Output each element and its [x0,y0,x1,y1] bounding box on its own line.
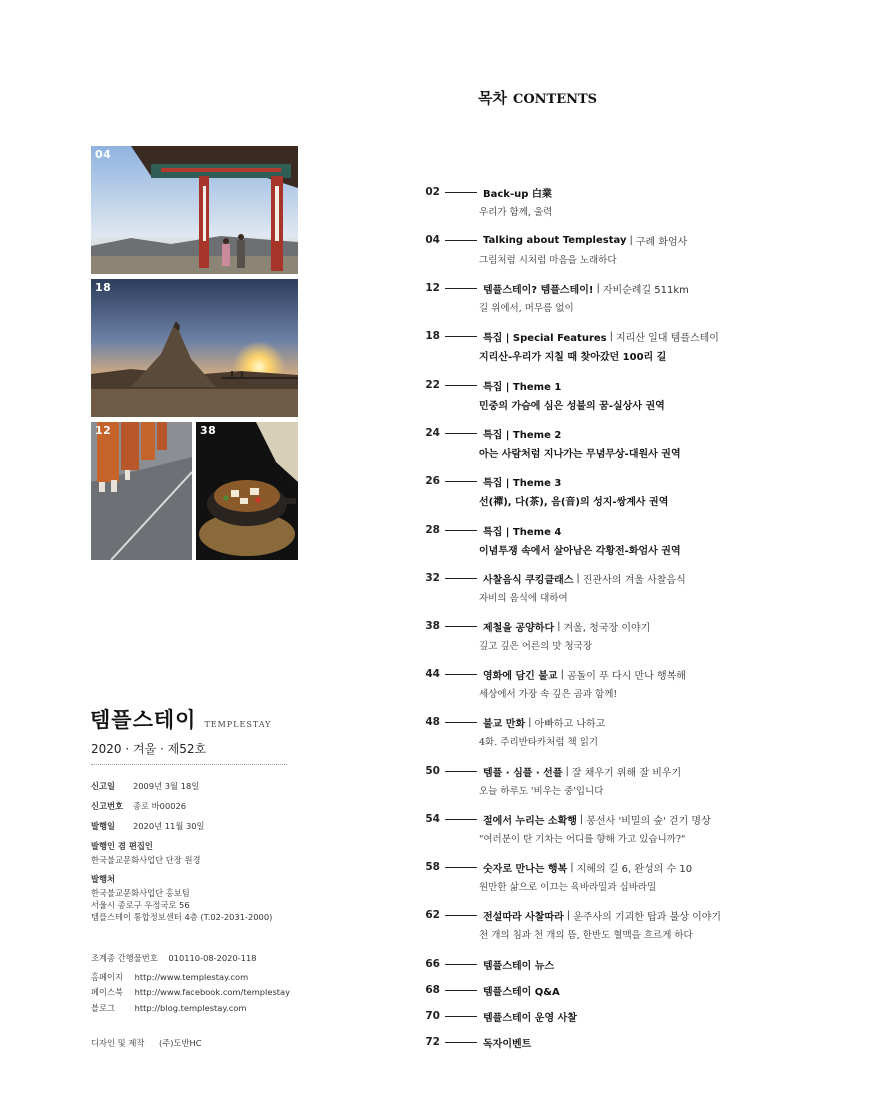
toc-item[interactable] [420,523,860,557]
toc-title: 특집 | Theme 2 [483,429,562,441]
toc-item-header [420,233,860,247]
toc-item-header [420,185,860,199]
magazine-title-ko: 템플스테이 [90,708,197,732]
toc-title: Back-up 白業 [483,188,552,200]
toc-subtitle: 우리가 함께, 울력 [479,207,553,218]
toc-detail: 아빠하고 나하고 [534,718,606,730]
toc-leader-line [445,481,477,482]
info-value: 서울시 종로구 우정국로 56 [91,900,190,911]
toc-detail: 진관사의 겨울 사찰음식 [582,574,686,586]
toc-separator: | [596,282,600,294]
photo-page-number: 12 [95,424,112,437]
toc-leader-line [445,1042,477,1043]
toc-item[interactable] [420,426,860,460]
toc-page-number: 18 [425,330,440,342]
toc-title: 특집 | Theme 4 [483,526,562,538]
contents-heading-en: CONTENTS [512,92,598,107]
temple-gate-image [91,146,298,274]
toc-leader-line [445,990,477,991]
toc-title: 템플 · 심플 · 선플 [483,767,563,779]
toc-subtitle: 깊고 깊은 어른의 맛 청국장 [479,641,593,652]
toc-title: 사찰음식 쿠킹클래스 [483,574,574,586]
toc-leader-line [445,771,477,772]
toc-subtitle: 4화. 주리반타카처럼 책 읽기 [479,737,599,748]
toc-separator: | [570,861,574,873]
toc-leader-line [445,722,477,723]
toc-item-header [420,474,860,488]
photo-page-number: 18 [95,281,112,294]
toc-subtitle: 아는 사람처럼 지나가는 무념무상-대원사 권역 [479,449,681,460]
toc-item[interactable] [420,908,860,941]
toc-leader-line [445,192,477,193]
info-label: 디자인 및 제작 [91,1038,145,1048]
toc-item[interactable] [420,860,860,893]
contents-heading [478,87,597,108]
toc-item-header [420,764,860,778]
design-credit [91,1037,202,1049]
toc-item[interactable] [420,764,860,797]
toc-page-number: 38 [425,620,440,632]
toc-page-number: 12 [425,282,440,294]
toc-item[interactable] [420,812,860,845]
published-date-row [91,820,301,832]
toc-leader-line [445,240,477,241]
toc-item-header [420,667,860,681]
toc-subtitle: 선(禪), 다(茶), 음(音)의 성지-쌍계사 권역 [479,497,669,508]
sunset-cairn-image [91,279,298,417]
toc-leader-line [445,626,477,627]
toc-page-number: 28 [425,524,440,536]
toc-leader-line [445,578,477,579]
info-value: 한국불교문화사업단 홍보팀 [91,888,190,899]
toc-page-number: 50 [425,765,440,777]
toc-item[interactable] [420,233,860,266]
web-links [91,970,290,1016]
toc-page-number: 44 [425,668,440,680]
magazine-issue: 2020 · 겨울 · 제52호 [91,742,207,756]
toc-separator: | [560,668,564,680]
toc-separator: | [566,909,571,921]
toc-title: 제철을 공양하다 [483,622,555,634]
magazine-title-en: TEMPLESTAY [204,720,272,729]
toc-page-number: 54 [425,813,440,825]
toc-subtitle: 원만한 삶으로 이끄는 육바라밀과 십바라밀 [479,882,657,893]
publication-info [91,780,301,930]
toc-item-header [420,523,860,537]
toc-title: Talking about Templestay [483,234,627,246]
facebook-link[interactable]: http://www.facebook.com/templestay [134,987,291,998]
publisher-editor-block [91,840,301,866]
toc-detail: 겨울, 청국장 이야기 [563,622,651,634]
toc-item-header [420,1009,860,1023]
toc-subtitle: 자비의 음식에 대하여 [479,593,568,604]
info-label: 페이스북 [91,987,124,998]
toc-title: 템플스테이 Q&A [483,986,560,998]
toc-page-number: 70 [425,1010,440,1022]
toc-leader-line [445,1016,477,1017]
monks-walking-image [91,422,192,560]
magazine-title [90,704,271,734]
homepage-link[interactable]: http://www.templestay.com [134,972,249,982]
photo-page-number: 04 [95,148,112,161]
toc-page-number: 72 [425,1036,440,1048]
toc-item-header [420,426,860,440]
toc-item-header [420,329,860,343]
toc-page-number: 48 [425,716,440,728]
blog-row [91,1001,290,1016]
toc-leader-line [445,867,477,868]
info-value: 010110-08-2020-118 [168,953,257,963]
toc-page-number: 02 [425,186,440,198]
divider [91,764,287,765]
toc-item-header [420,860,860,874]
toc-leader-line [445,915,477,916]
toc-page-number: 68 [425,984,440,996]
toc-title: 템플스테이? 템플스테이! [483,284,594,296]
toc-subtitle: 길 위에서, 머무름 없이 [479,303,574,314]
toc-item[interactable] [420,378,860,412]
toc-title: 숫자로 만나는 행복 [483,863,568,875]
photo-monks-walking [91,422,192,560]
toc-title: 불교 만화 [483,718,526,730]
toc-item[interactable] [420,715,860,748]
info-label: 발행처 [91,874,116,885]
contents-heading-ko: 목차 [478,89,507,107]
toc-separator: | [576,572,580,584]
toc-title: 영화에 담긴 불교 [483,670,558,682]
registered-date-row [91,780,301,792]
toc-title: 절에서 누리는 소확행 [483,815,577,827]
toc-page-number: 32 [425,572,440,584]
toc-title: 전설따라 사찰따라 [483,911,564,923]
toc-detail: 지리산 일대 템플스테이 [616,332,719,344]
toc-item[interactable] [420,983,860,997]
info-value: 2020년 11월 30일 [133,821,205,832]
info-value: 2009년 3월 18일 [133,781,200,791]
toc-title: 독자이벤트 [483,1038,532,1050]
toc-leader-line [445,385,477,386]
info-label: 조계종 간행물번호 [91,953,158,963]
toc-separator: | [579,813,584,825]
toc-leader-line [445,288,477,289]
stew-pot-image [196,422,298,560]
toc-separator: | [528,716,532,728]
toc-subtitle: 세상에서 가장 속 깊은 곰과 함께! [479,689,618,700]
periodical-number [91,952,257,964]
toc-detail: 자비순례길 511km [602,284,689,296]
toc-title: 특집 | Theme 1 [483,381,562,393]
toc-page-number: 22 [425,379,440,391]
homepage-row [91,970,290,985]
toc-detail: 곰돌이 푸 다시 만나 행복해 [566,670,686,682]
toc-title: 특집 | Theme 3 [483,477,562,489]
info-label: 발행일 [91,821,116,832]
toc-item[interactable] [420,957,860,971]
toc-detail: 봉선사 '비밀의 숲' 걷기 명상 [586,815,711,827]
toc-subtitle: 오늘 하루도 '비우는 중'입니다 [479,786,604,797]
toc-item[interactable] [420,185,860,218]
toc-separator: | [565,765,569,777]
toc-page-number: 26 [425,475,440,487]
toc-page-number: 24 [425,427,440,439]
info-label: 홈페이지 [91,972,124,982]
toc-title: 템플스테이 뉴스 [483,960,555,972]
toc-item[interactable] [420,281,860,314]
toc-separator: | [609,330,613,342]
info-value: 종로 바00026 [133,801,187,812]
toc-title: 특집 | Special Features [483,332,607,344]
toc-separator: | [557,620,561,632]
toc-subtitle: 이념투쟁 속에서 살아남은 각황전-화엄사 권역 [479,546,681,557]
toc-item-header [420,812,860,826]
toc-subtitle: "여러분이 탄 기차는 어디를 향해 가고 있습니까?" [479,834,686,845]
info-value: 템플스테이 통합정보센터 4층 (T.02-2031-2000) [91,912,273,923]
toc-page-number: 58 [425,861,440,873]
info-label: 블로그 [91,1002,116,1013]
info-label: 발행인 겸 편집인 [91,841,153,852]
info-label: 신고번호 [91,801,124,812]
toc-detail: 구례 화엄사 [635,236,688,248]
toc-leader-line [445,819,477,820]
toc-detail: 잘 채우기 위해 잘 비우기 [571,767,682,779]
toc-item-header [420,957,860,971]
toc-leader-line [445,433,477,434]
toc-page-number: 62 [425,909,440,921]
toc-item[interactable] [420,1035,860,1049]
info-value: (주)도반HC [159,1038,202,1048]
photo-page-number: 38 [200,424,217,437]
photo-stone-cairn-sunset [91,279,298,417]
facebook-row [91,985,290,1000]
toc-item-header [420,378,860,392]
toc-subtitle: 민중의 가슴에 심은 성불의 꿈-실상사 권역 [479,401,665,412]
toc-detail: 운주사의 기괴한 탑과 불상 이야기 [573,911,722,923]
toc-page-number: 66 [425,958,440,970]
toc-item[interactable] [420,619,860,652]
toc-leader-line [445,336,477,337]
toc-subtitle: 천 개의 침과 천 개의 뜸, 한반도 혈맥을 흐르게 하다 [479,930,693,941]
toc-item-header [420,715,860,729]
toc-subtitle: 그림처럼 시처럼 마음을 노래하다 [479,255,617,266]
toc-item[interactable] [420,329,860,363]
toc-item[interactable] [420,474,860,508]
toc-item-header [420,619,860,633]
photo-temple-gate [91,146,298,274]
toc-separator: | [629,234,633,246]
blog-link[interactable]: http://blog.templestay.com [134,1002,247,1013]
photo-cheonggukjang-stew [196,422,298,560]
toc-item-header [420,908,860,922]
toc-item[interactable] [420,1009,860,1023]
toc-item-header [420,983,860,997]
toc-item-header [420,281,860,295]
toc-page-number: 04 [425,234,440,246]
toc-title: 템플스테이 운영 사찰 [483,1012,577,1024]
toc-leader-line [445,530,477,531]
issuer-block [91,873,301,923]
toc-detail: 지혜의 길 6, 완성의 수 10 [576,863,693,875]
info-value: 한국불교문화사업단 단장 원경 [91,855,201,866]
toc-leader-line [445,674,477,675]
toc-leader-line [445,964,477,965]
info-label: 신고일 [91,781,116,791]
toc-item-header [420,571,860,585]
toc-item[interactable] [420,667,860,700]
toc-item-header [420,1035,860,1049]
registration-no-row [91,800,301,812]
toc-item[interactable] [420,571,860,604]
toc-subtitle: 지리산-우리가 지칠 때 찾아갔던 100리 길 [479,352,667,363]
